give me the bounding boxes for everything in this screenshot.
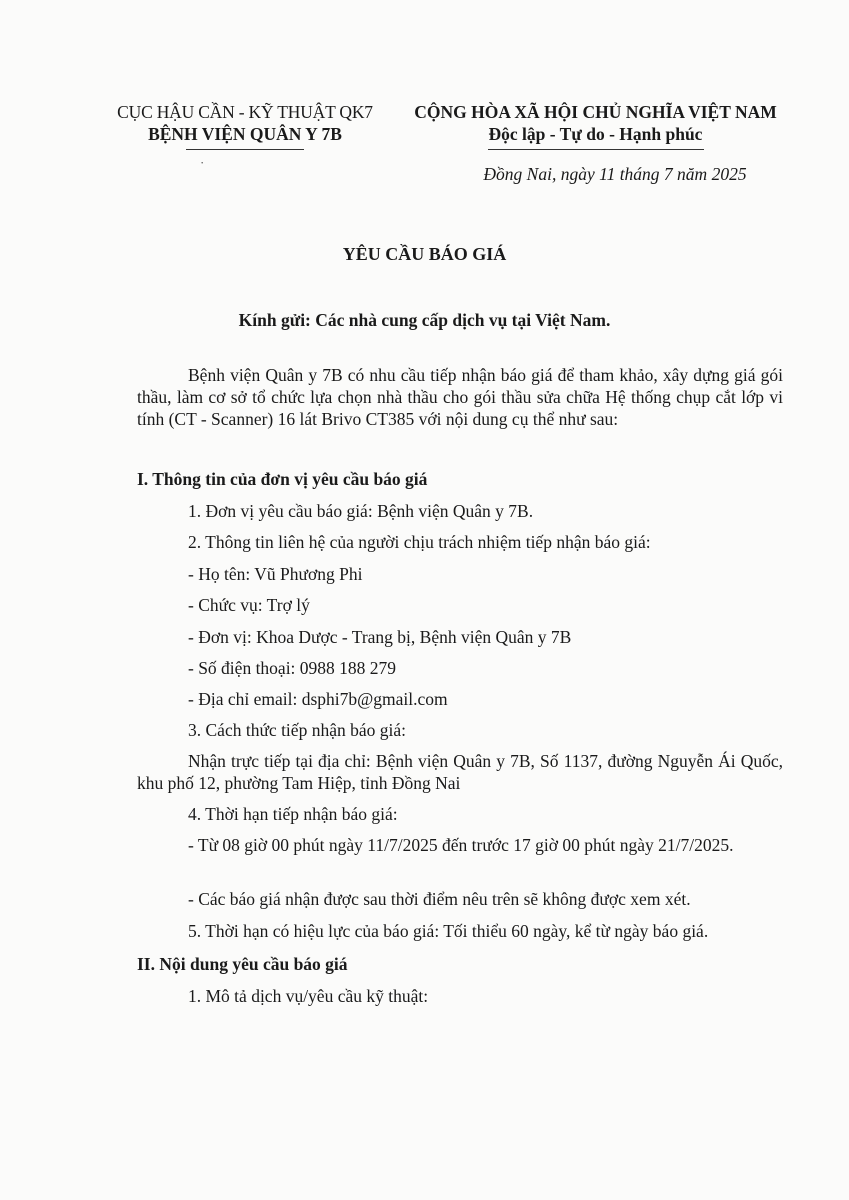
contact-info-item: 2. Thông tin liên hệ của người chịu trách nhiệm tiếp nhận báo giá: [188,532,651,552]
national-motto: Độc lập - Tự do - Hạnh phúc [488,124,703,144]
service-description-item: 1. Mô tả dịch vụ/yêu cầu kỹ thuật: [188,986,429,1006]
issuing-agency-block [100,101,390,150]
recipients-line: Kính gửi: Các nhà cung cấp dịch vụ tại Việt Nam. [238,310,611,330]
place-and-date: Đồng Nai, ngày 11 tháng 7 năm 2025 [483,164,747,184]
quote-validity-item: 5. Thời hạn có hiệu lực của báo giá: Tối thiểu 60 ngày, kể từ ngày báo giá. [188,921,709,941]
receive-deadline-item: 4. Thời hạn tiếp nhận báo giá: [188,804,398,824]
contact-email: - Địa chỉ email: dsphi7b@gmail.com [188,689,448,709]
agency-underline [186,149,304,150]
contact-name: - Họ tên: Vũ Phương Phi [188,564,363,584]
section-2-heading: II. Nội dung yêu cầu báo giá [137,954,348,974]
scan-speck-mark: · [200,155,205,170]
intro-paragraph: Bệnh viện Quân y 7B có nhu cầu tiếp nhận báo giá để tham khảo, xây dựng giá gói thầu, làm cơ sở tổ chức lựa chọn nhà thầu cho gói thầu sửa chữa Hệ thống chụp cắt lớp vi tính (CT - Scanner) 16 lát Brivo CT385 với nội dung cụ thể như sau: [137,365,783,429]
requesting-unit-item: 1. Đơn vị yêu cầu báo giá: Bệnh viện Quân y 7B. [188,501,534,521]
nation-name: CỘNG HÒA XÃ HỘI CHỦ NGHĨA VIỆT NAM [414,102,777,122]
contact-phone: - Số điện thoại: 0988 188 279 [188,658,397,678]
receive-method-item: 3. Cách thức tiếp nhận báo giá: [188,720,406,740]
contact-unit: - Đơn vị: Khoa Dược - Trang bị, Bệnh viện Quân y 7B [188,627,572,647]
late-submission-note: - Các báo giá nhận được sau thời điểm nêu trên sẽ không được xem xét. [188,889,691,909]
section-1-heading: I. Thông tin của đơn vị yêu cầu báo giá [137,469,428,489]
receive-address: Nhận trực tiếp tại địa chỉ: Bệnh viện Quân y 7B, Số 1137, đường Nguyễn Ái Quốc, khu phố 12, phường Tam Hiệp, tỉnh Đồng Nai [137,751,783,793]
hospital-name: BỆNH VIỆN QUÂN Y 7B [148,124,342,144]
motto-underline [488,149,704,150]
contact-position: - Chức vụ: Trợ lý [188,595,310,615]
national-motto-block [398,101,793,150]
document-title: YÊU CẦU BÁO GIÁ [342,244,507,264]
parent-agency-name: CỤC HẬU CẦN - KỸ THUẬT QK7 [117,102,373,122]
receive-deadline-range: - Từ 08 giờ 00 phút ngày 11/7/2025 đến trước 17 giờ 00 phút ngày 21/7/2025. [188,835,734,855]
